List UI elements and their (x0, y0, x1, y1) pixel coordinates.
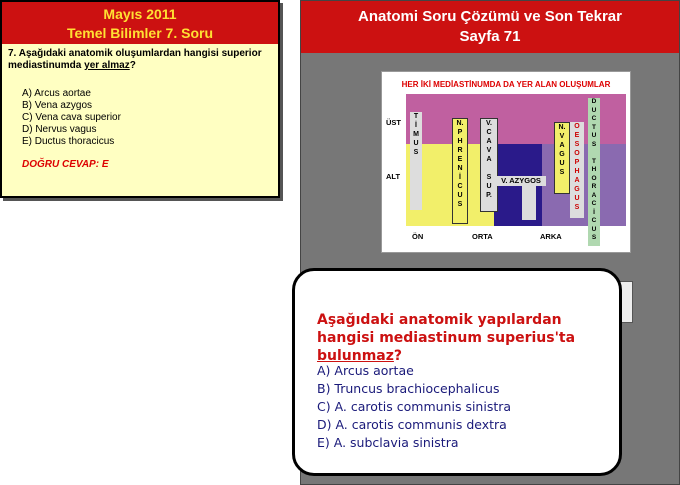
azygos-arch (522, 186, 536, 220)
left-answer: DOĞRU CEVAP: E (22, 159, 109, 170)
col-label-on: ÖN (412, 232, 424, 241)
question-bubble (292, 268, 622, 476)
bubble-question-text: Aşağıdaki anatomik yapılardan hangisi mediastinum superius'ta (317, 312, 576, 346)
col-label-orta: ORTA (472, 232, 493, 241)
left-option-a: A) Arcus aortae (22, 88, 91, 99)
bubble-question (317, 311, 617, 365)
right-header-line1: Anatomi Soru Çözümü ve Son Tekrar (358, 8, 622, 25)
left-option-d: D) Nervus vagus (22, 124, 97, 135)
left-header-line1: Mayıs 2011 (103, 6, 177, 22)
question-card-left (0, 0, 280, 198)
vagus-nerve-column: N. V A G U S (554, 122, 570, 194)
phrenic-nerve-column: N. P H R E N İ C U S (452, 118, 468, 224)
right-card-header (301, 1, 679, 53)
left-question-underlined: yer almaz (84, 60, 130, 71)
vena-cava-column: V. C A V A S U P. (480, 118, 498, 212)
col-label-arka: ARKA (540, 232, 562, 241)
diagram-title: HER İKİ MEDİASTİNUMDA DA YER ALAN OLUŞUMLAR (401, 80, 611, 89)
bubble-question-underlined: bulunmaz (317, 348, 394, 364)
left-card-header (2, 2, 278, 44)
thymus-column: T İ M U S (410, 112, 422, 210)
azygos-label: V. AZYGOS (496, 176, 546, 186)
bubble-option-d: D) A. carotis communis dextra (317, 417, 507, 432)
bubble-option-b: B) Truncus brachiocephalicus (317, 381, 500, 396)
left-header-line2: Temel Bilimler 7. Soru (66, 25, 213, 41)
left-option-b: B) Vena azygos (22, 100, 93, 111)
ductus-thoracicus-column: D U C T U S T H O R A C İ C U S (588, 98, 600, 246)
bubble-option-a: A) Arcus aortae (317, 363, 414, 378)
oesophagus-column: O E S O P H A G U S (570, 122, 584, 218)
left-question (8, 48, 274, 72)
left-question-text: 7. Aşağıdaki anatomik oluşumlardan hangisi superior mediastinumda (8, 48, 262, 71)
left-question-mark: ? (129, 60, 136, 71)
left-option-c: C) Vena cava superior (22, 112, 121, 123)
mediastinum-diagram (381, 71, 631, 253)
row-label-ust: ÜST (386, 118, 401, 127)
right-header-line2: Sayfa 71 (459, 28, 521, 45)
row-label-alt: ALT (386, 172, 401, 181)
bubble-option-e: E) A. subclavia sinistra (317, 435, 459, 450)
bubble-question-mark: ? (393, 348, 403, 364)
left-option-e: E) Ductus thoracicus (22, 136, 115, 147)
bubble-option-c: C) A. carotis communis sinistra (317, 399, 512, 414)
